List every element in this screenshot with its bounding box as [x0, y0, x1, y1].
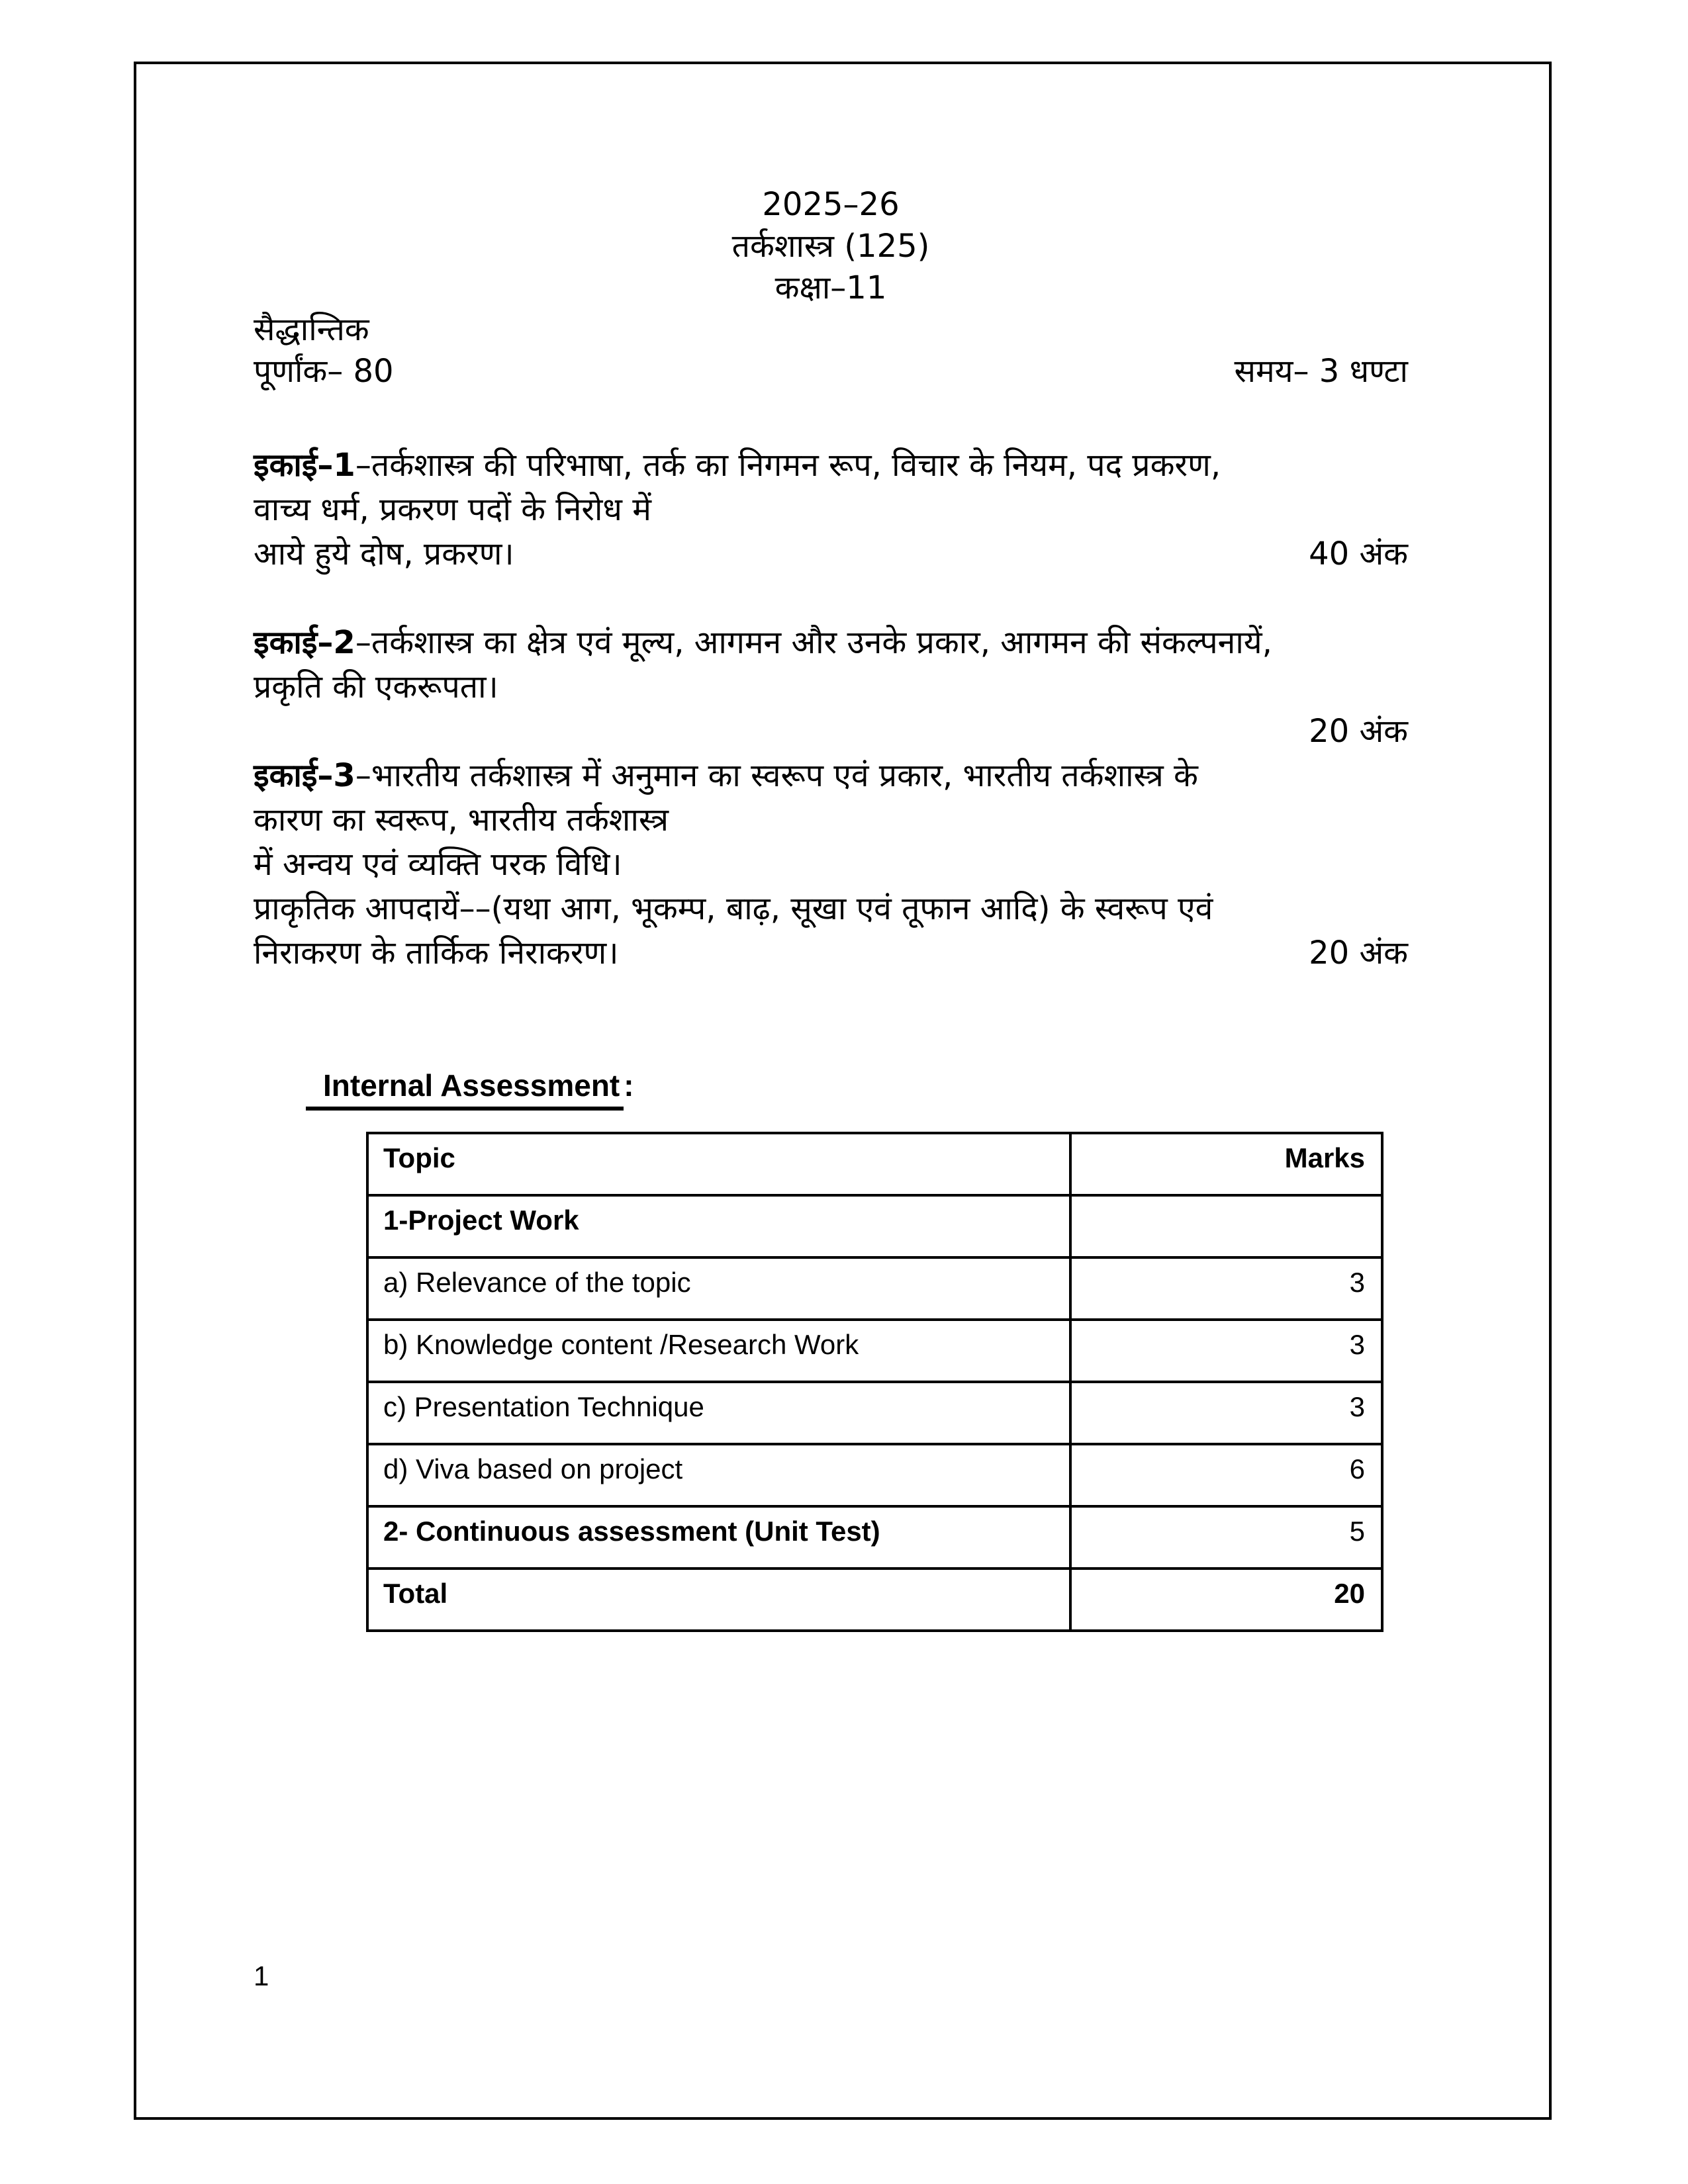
table-row [367, 1320, 1382, 1382]
unit-1-label: इकाई–1 [254, 447, 355, 484]
table-row [367, 1195, 1382, 1257]
unit-1-intro-line [254, 443, 1408, 488]
document-header [254, 184, 1408, 392]
table-row [367, 1444, 1382, 1506]
column-header-topic: Topic [367, 1133, 1070, 1195]
unit-3-intro-rest: –भारतीय तर्कशास्त्र में अनुमान का स्वरूप एवं प्रकार, भारतीय तर्कशास्त्र के [355, 757, 1198, 794]
full-marks-label: पूर्णांक– 80 [254, 353, 394, 390]
class-line: कक्षा–11 [774, 269, 887, 306]
unit-1-line-2: वाच्य धर्म, प्रकरण पदों के निरोध में [254, 491, 651, 528]
unit-3-marks: 20 अंक [1309, 934, 1408, 972]
syllabus-units [254, 443, 1408, 976]
blank-line [254, 576, 1408, 621]
unit-2-intro-line [254, 621, 1408, 665]
marks-cell: 3 [1070, 1320, 1382, 1382]
topic-cell: Total [367, 1569, 1070, 1631]
session-year: 2025–26 [762, 186, 900, 223]
unit-3-intro-line [254, 754, 1408, 798]
marks-cell: 3 [1070, 1257, 1382, 1320]
exam-time-label: समय– 3 धण्टा [1234, 353, 1408, 390]
unit-3-closing-line [254, 931, 1408, 976]
topic-cell: c) Presentation Technique [367, 1382, 1070, 1444]
internal-assessment-heading-colon: : [624, 1068, 634, 1103]
table-row [367, 1569, 1382, 1631]
unit-2-label: इकाई–2 [254, 624, 355, 661]
marks-cell: 3 [1070, 1382, 1382, 1444]
internal-assessment-heading [306, 1067, 634, 1111]
unit-2-intro-rest: –तर्कशास्त्र का क्षेत्र एवं मूल्य, आगमन और उनके प्रकार, आगमन की संकल्पनायें, [355, 624, 1272, 661]
table-row [367, 1257, 1382, 1320]
unit-1-intro-rest: –तर्कशास्त्र की परिभाषा, तर्क का निगमन रूप, विचार के नियम, पद प्रकरण, [355, 447, 1221, 484]
topic-cell: d) Viva based on project [367, 1444, 1070, 1506]
marks-cell: 6 [1070, 1444, 1382, 1506]
marks-cell [1070, 1195, 1382, 1257]
topic-cell: b) Knowledge content /Research Work [367, 1320, 1070, 1382]
topic-cell: a) Relevance of the topic [367, 1257, 1070, 1320]
table-header-row [367, 1133, 1382, 1195]
unit-1-closing-text: आये हुये दोष, प्रकरण। [254, 535, 514, 572]
unit-2-marks-line [254, 709, 1408, 754]
subject-title: तर्कशास्त्र (125) [731, 228, 930, 265]
unit-2-marks: 20 अंक [1309, 713, 1408, 750]
unit-3-line-2: कारण का स्वरूप, भारतीय तर्कशास्त्र [254, 801, 669, 839]
topic-cell: 2- Continuous assessment (Unit Test) [367, 1506, 1070, 1569]
topic-cell: 1-Project Work [367, 1195, 1070, 1257]
unit-1-closing-line [254, 532, 1408, 576]
stream-label: सैद्धान्तिक [254, 311, 369, 348]
table-row [367, 1382, 1382, 1444]
page-number: 1 [254, 1960, 269, 1991]
unit-1-marks: 40 अंक [1309, 535, 1408, 572]
unit-3-label: इकाई–3 [254, 757, 355, 794]
internal-assessment-heading-text: Internal Assessment [306, 1067, 624, 1111]
unit-3-line-4: प्राकृतिक आपदायें––(यथा आग, भूकम्प, बाढ़, सूखा एवं तूफान आदि) के स्वरूप एवं [254, 890, 1213, 927]
unit-3-line-3: में अन्वय एवं व्यक्ति परक विधि। [254, 846, 622, 883]
marks-cell: 5 [1070, 1506, 1382, 1569]
column-header-marks: Marks [1070, 1133, 1382, 1195]
unit-2-line-2: प्रकृति की एकरूपता। [254, 668, 498, 705]
table-row [367, 1506, 1382, 1569]
internal-assessment-table [366, 1132, 1383, 1632]
unit-3-closing-text: निराकरण के तार्किक निराकरण। [254, 934, 619, 972]
marks-cell: 20 [1070, 1569, 1382, 1631]
